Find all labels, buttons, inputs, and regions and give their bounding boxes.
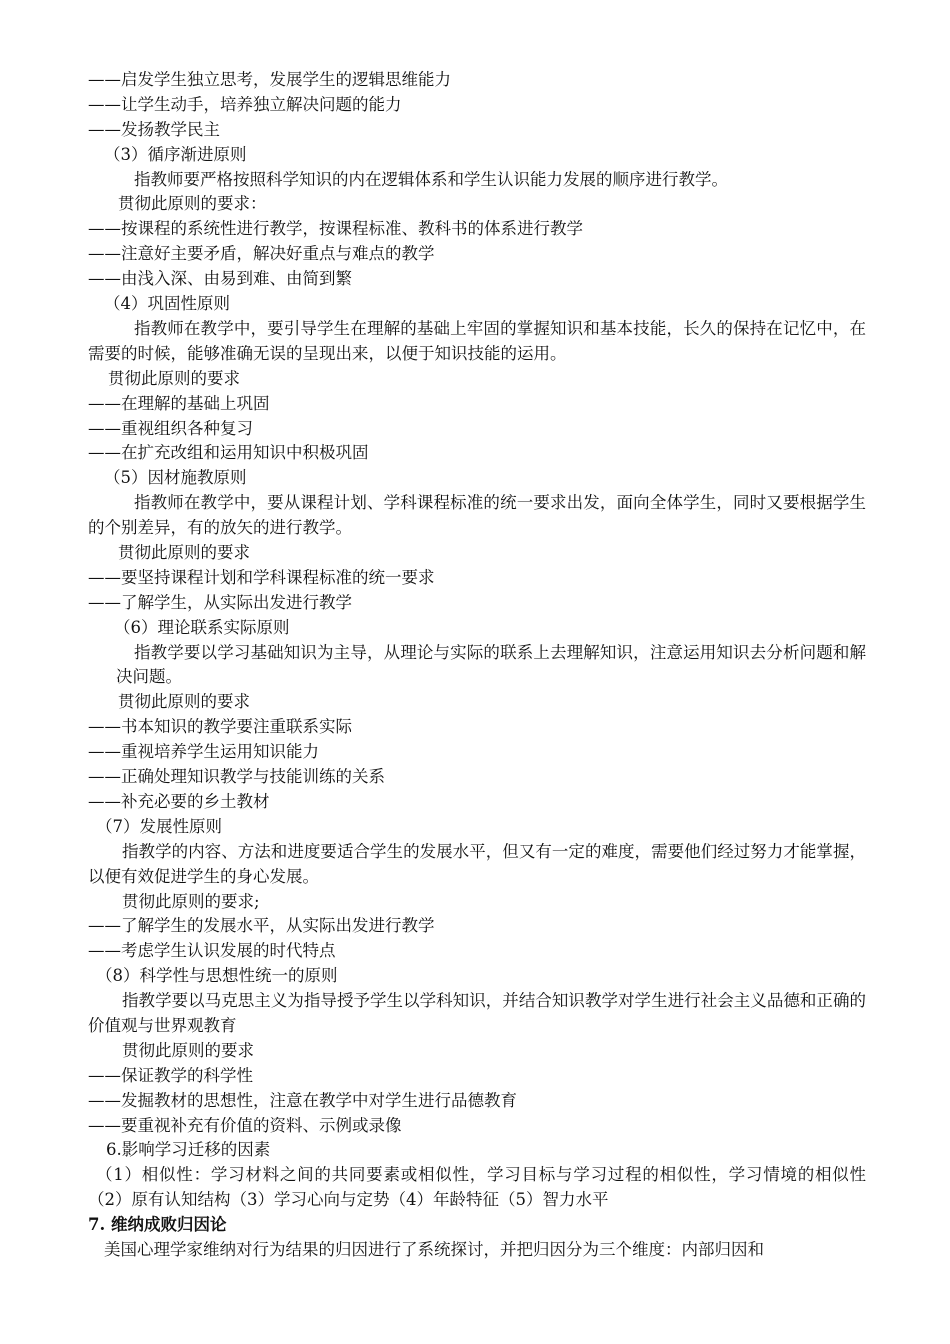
paragraph: 美国心理学家维纳对行为结果的归因进行了系统探讨，并把归因分为三个维度：内部归因和 bbox=[104, 1240, 764, 1260]
list-item: ——保证教学的科学性 bbox=[88, 1065, 253, 1085]
list-item: ——要坚持课程计划和学科课程标准的统一要求 bbox=[88, 567, 435, 587]
list-item: ——书本知识的教学要注重联系实际 bbox=[88, 717, 352, 737]
list-item: ——考虑学生认识发展的时代特点 bbox=[88, 941, 336, 961]
list-item: ——正确处理知识教学与技能训练的关系 bbox=[88, 767, 385, 787]
numbered-heading: 7. 维纳成败归因论 bbox=[88, 1215, 227, 1235]
list-item: ——了解学生，从实际出发进行教学 bbox=[88, 592, 352, 612]
section-heading: （4）巩固性原则 bbox=[104, 294, 230, 314]
list-item: ——按课程的系统性进行教学，按课程标准、教科书的体系进行教学 bbox=[88, 219, 583, 239]
requirement-label: 贯彻此原则的要求 bbox=[122, 1040, 254, 1060]
paragraph: 指教师在教学中，要从课程计划、学科课程标准的统一要求出发，面向全体学生，同时又要根据学生的个别差异，有的放矢的进行教学。 bbox=[88, 493, 866, 538]
paragraph: 指教学的内容、方法和进度要适合学生的发展水平，但又有一定的难度，需要他们经过努力才能掌握，以便有效促进学生的身心发展。 bbox=[88, 841, 866, 886]
paragraph: 指教学要以马克思主义为指导授予学生以学科知识，并结合知识教学对学生进行社会主义品德和正确的价值观与世界观教育 bbox=[88, 991, 866, 1035]
list-item: ——让学生动手，培养独立解决问题的能力 bbox=[88, 94, 402, 114]
requirement-label: 贯彻此原则的要求 bbox=[118, 692, 250, 712]
paragraph: 指教师在教学中，要引导学生在理解的基础上牢固的掌握知识和基本技能，长久的保持在记忆中，在需要的时候，能够准确无误的呈现出来，以便于知识技能的运用。 bbox=[88, 318, 866, 363]
requirement-label: 贯彻此原则的要求 bbox=[118, 543, 250, 562]
list-item: ——要重视补充有价值的资料、示例或录像 bbox=[88, 1115, 402, 1135]
document-page bbox=[88, 68, 866, 1263]
list-item: ——重视培养学生运用知识能力 bbox=[88, 742, 319, 762]
list-item: ——注意好主要矛盾，解决好重点与难点的教学 bbox=[88, 244, 435, 264]
list-item: ——发掘教材的思想性，注意在教学中对学生进行品德教育 bbox=[88, 1090, 517, 1110]
section-heading: （5）因材施教原则 bbox=[104, 468, 247, 488]
list-item: ——了解学生的发展水平，从实际出发进行教学 bbox=[88, 916, 435, 936]
list-item: ——在理解的基础上巩固 bbox=[88, 393, 270, 413]
section-heading: （8）科学性与思想性统一的原则 bbox=[96, 966, 338, 986]
list-item: ——由浅入深、由易到难、由简到繁 bbox=[88, 269, 352, 289]
section-heading: （7）发展性原则 bbox=[96, 816, 222, 836]
list-item: ——发扬教学民主 bbox=[88, 119, 220, 139]
section-heading: （6）理论联系实际原则 bbox=[114, 617, 290, 637]
list-item: ——重视组织各种复习 bbox=[88, 418, 253, 438]
section-heading: 6.影响学习迁移的因素 bbox=[106, 1140, 271, 1160]
section-heading: （3）循序渐进原则 bbox=[104, 144, 247, 164]
list-item: ——补充必要的乡土教材 bbox=[88, 791, 270, 811]
list-item: ——启发学生独立思考，发展学生的逻辑思维能力 bbox=[88, 70, 451, 89]
paragraph: 指教学要以学习基础知识为主导，从理论与实际的联系上去理解知识，注意运用知识去分析问题和解决问题。 bbox=[116, 642, 866, 687]
list-item: ——在扩充改组和运用知识中积极巩固 bbox=[88, 443, 369, 463]
requirement-label: 贯彻此原则的要求： bbox=[118, 194, 267, 214]
paragraph: （1）相似性：学习材料之间的共同要素或相似性，学习目标与学习过程的相似性，学习情境的相似性（2）原有认知结构（3）学习心向与定势（4）年龄特征（5）智力水平 bbox=[88, 1165, 866, 1210]
requirement-label: 贯彻此原则的要求 bbox=[108, 368, 240, 388]
paragraph: 指教师要严格按照科学知识的内在逻辑体系和学生认识能力发展的顺序进行教学。 bbox=[134, 169, 728, 189]
requirement-label: 贯彻此原则的要求; bbox=[122, 891, 260, 911]
